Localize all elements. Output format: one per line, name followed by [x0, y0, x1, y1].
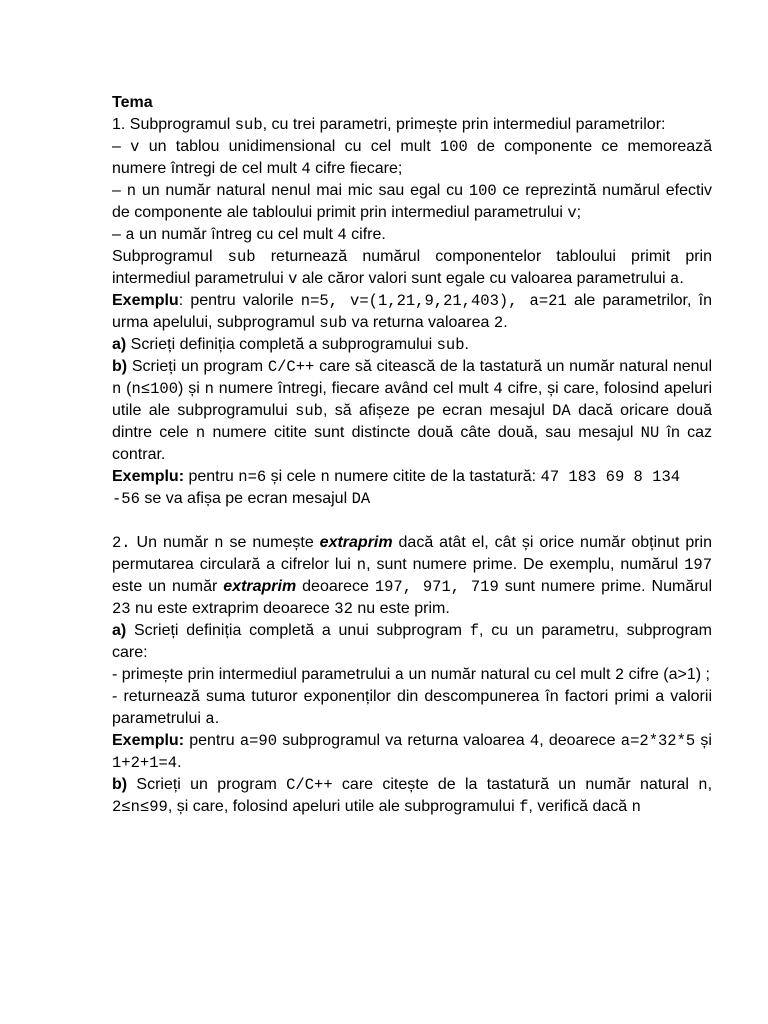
- problem-2-intro: 2. Un număr n se numește extraprim dacă atât el, cât și orice număr obținut prin permutarea circulară a cifrelor lui n, sunt numere prime. De exemplu, numărul 197 este un număr extraprim deoarece 197, 971, 719 sunt numere prime. Numărul 23 nu este extraprim deoarece 32 nu este prim.: [112, 534, 713, 618]
- task-2a-item-2: - returnează suma tuturor exponenților din descompunerea în factori primi a valorii parametrului a.: [112, 688, 712, 728]
- returns-paragraph: Subprogramul sub returnează numărul componentelor tabloului primit prin intermediul parametrului v ale căror valori sunt egale cu valoarea parametrului a.: [112, 248, 712, 288]
- task-2a: a) Scrieți definiția completă a unui subprogram f, cu un parametru, subprogram care:: [112, 622, 712, 661]
- problem-1-intro: 1. Subprogramul sub, cu trei parametri, primește prin intermediul parametrilor:: [112, 116, 666, 134]
- example-paragraph: Exemplu: pentru valorile n=5, v=(1,21,9,21,403), a=21 ale parametrilor, în urma apelului, subprogramul sub va returna valoarea 2.: [112, 292, 712, 332]
- task-2b: b) Scrieți un program C/C++ care citește de la tastatură un număr natural n, 2≤n≤99, și care, folosind apeluri utile ale subprogramului f, verifică dacă n: [112, 776, 713, 816]
- param-a-item: – a un număr întreg cu cel mult 4 cifre.: [112, 226, 386, 244]
- param-v-item: – v un tablou unidimensional cu cel mult 100 de componente ce memorează numere întregi de cel mult 4 cifre fiecare;: [112, 138, 713, 178]
- task-b: b) Scrieți un program C/C++ care să citească de la tastatură un număr natural nenul n (n≤100) și n numere întregi, fiecare având cel mult 4 cifre, și care, folosind apeluri utile ale subprogramului sub, să afișeze pe ecran mesajul DA dacă oricare două dintre cele n numere citite sunt distincte două câte două, sau mesajul NU în caz contrar.: [112, 358, 713, 463]
- task-a: a) Scrieți definiția completă a subprogramului sub.: [112, 336, 469, 354]
- page-title: Tema: [112, 94, 153, 111]
- blank-line: [112, 510, 712, 532]
- example-3-paragraph: Exemplu: pentru a=90 subprogramul va returna valoarea 4, deoarece a=2*32*5 și 1+2+1=4.: [112, 732, 712, 772]
- problem-number: 1.: [112, 116, 126, 133]
- param-n-item: – n un număr natural nenul mai mic sau egal cu 100 ce reprezintă numărul efectiv de componente ale tabloului primit prin intermediul parametrului v;: [112, 182, 713, 222]
- document-page: [112, 92, 712, 818]
- task-2a-item-1: - primește prin intermediul parametrului a un număr natural cu cel mult 2 cifre (a>1) ;: [112, 666, 710, 684]
- example-2-paragraph: Exemplu: pentru n=6 și cele n numere citite de la tastatură: 47 183 69 8 134 -56 se va afișa pe ecran mesajul DA: [112, 468, 681, 508]
